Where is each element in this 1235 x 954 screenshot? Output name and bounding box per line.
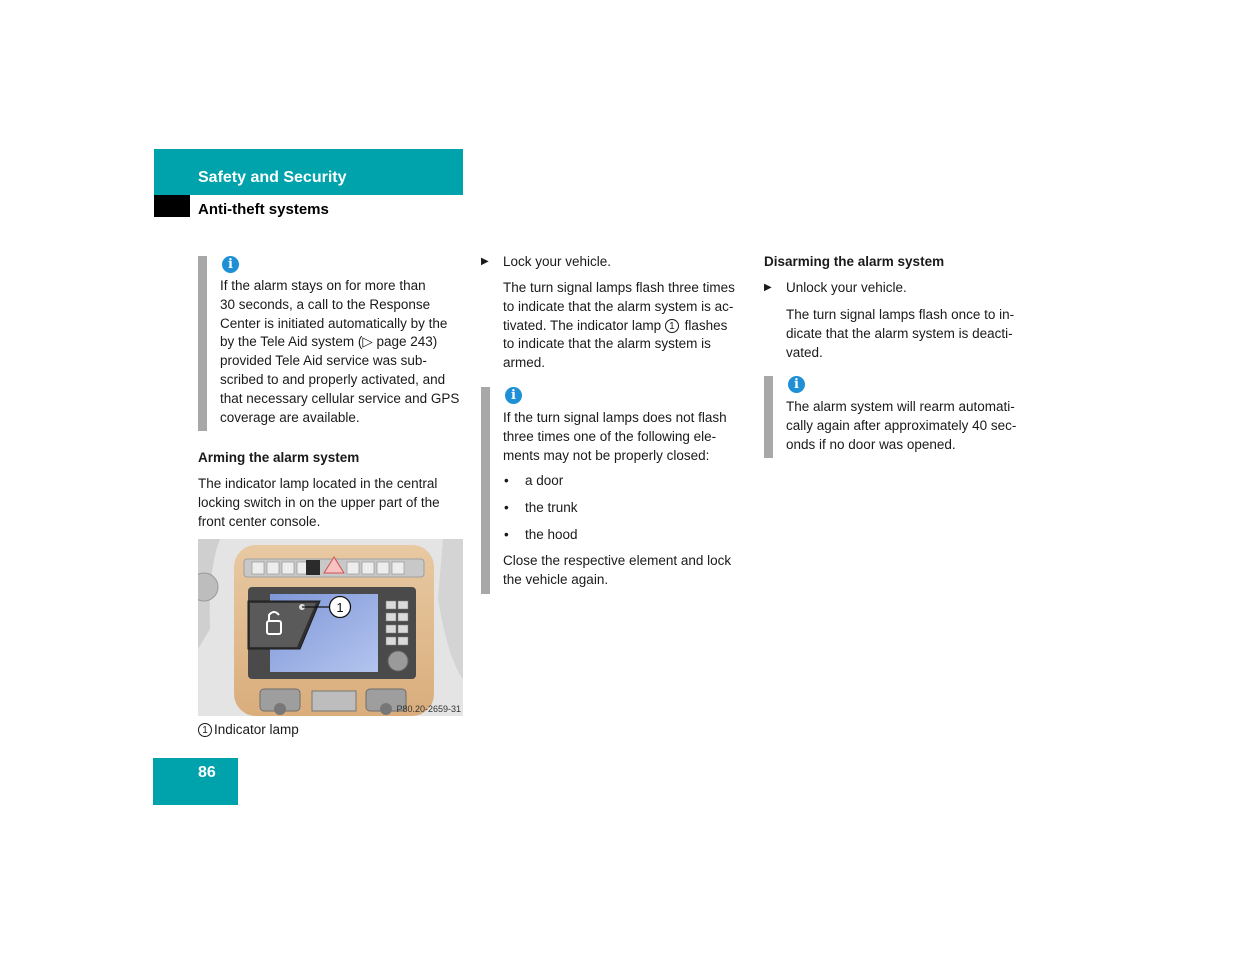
text-line: Close the respective element and lock (503, 553, 732, 568)
subsection-title: Anti-theft systems (198, 201, 329, 218)
caption-number: 1 (198, 723, 212, 737)
info-box-bar (481, 387, 490, 594)
text-line: to indicate that the alarm system is (503, 336, 711, 352)
page-number-box (153, 758, 238, 805)
page-number: 86 (198, 764, 216, 781)
subsection-marker (154, 195, 190, 217)
info-box-bar (198, 256, 207, 431)
info-icon: i (222, 256, 239, 273)
text-line: the vehicle again. (503, 571, 609, 587)
step-arrow-icon: ▶ (481, 256, 489, 267)
info-icon: i (505, 387, 522, 404)
info-note-text (786, 398, 1036, 454)
step-unlock-vehicle: Unlock your vehicle. (786, 280, 907, 295)
info-icon: i (788, 376, 805, 393)
text-line: scribed to and properly activated, and (220, 371, 446, 387)
caption-text: Indicator lamp (214, 722, 299, 737)
text-line: The indicator lamp located in the central (198, 476, 438, 491)
photo-callout-number: 1 (336, 600, 344, 615)
text-line: to indicate that the alarm system is ac- (503, 298, 734, 314)
step-lock-vehicle: Lock your vehicle. (503, 254, 612, 269)
text-line: The turn signal lamps flash three times (503, 280, 735, 295)
text-line: Center is initiated automatically by the (220, 315, 448, 331)
text-line: three times one of the following ele- (503, 428, 717, 444)
step-arrow-icon: ▶ (764, 282, 772, 293)
text-fragment: flashes (684, 317, 728, 333)
text-fragment: tivated. The indicator lamp (503, 317, 662, 333)
info-box-bar (764, 376, 773, 458)
arming-heading: Arming the alarm system (198, 450, 360, 465)
disarming-heading: Disarming the alarm system (764, 254, 945, 269)
text-line: cally again after approximately 40 sec- (786, 417, 1017, 433)
section-title: Safety and Security (198, 169, 347, 186)
text-line: provided Tele Aid service was sub- (220, 353, 427, 369)
text-line (503, 317, 753, 336)
text-line: vated. (786, 344, 823, 360)
text-line: If the turn signal lamps does not flash (503, 410, 727, 425)
photo-caption (198, 721, 299, 740)
console-illustration (198, 539, 463, 716)
indicator-number: 1 (665, 319, 679, 333)
text-line: dicate that the alarm system is deacti- (786, 325, 1013, 341)
text-line: coverage are available. (220, 409, 360, 425)
bullet-icon: • (504, 473, 509, 488)
text-line: locking switch in on the upper part of the (198, 494, 440, 510)
photo-reference-code: P80.20-2659-31 (396, 704, 461, 714)
center-console-photo (198, 539, 463, 716)
close-instruction (503, 552, 753, 590)
bullet-item: the hood (525, 527, 578, 542)
arming-text (198, 475, 463, 531)
bullet-item: a door (525, 473, 564, 488)
lock-description (503, 279, 753, 373)
text-line: The alarm system will rearm automati- (786, 399, 1015, 414)
text-line: by the Tele Aid system (▷ page 243) (220, 334, 438, 350)
text-line: The turn signal lamps flash once to in- (786, 307, 1015, 322)
text-line: front center console. (198, 513, 321, 529)
info-note-text (503, 409, 753, 465)
text-line: ments may not be properly closed: (503, 447, 710, 463)
bullet-icon: • (504, 500, 509, 515)
bullet-icon: • (504, 527, 509, 542)
text-line: If the alarm stays on for more than (220, 278, 426, 293)
unlock-description (786, 306, 1036, 362)
text-line: armed. (503, 355, 546, 371)
text-line: that necessary cellular service and GPS (220, 390, 460, 406)
text-line: onds if no door was opened. (786, 436, 956, 452)
bullet-item: the trunk (525, 500, 578, 515)
text-line: 30 seconds, a call to the Response (220, 296, 431, 312)
info-note-text (220, 277, 465, 427)
